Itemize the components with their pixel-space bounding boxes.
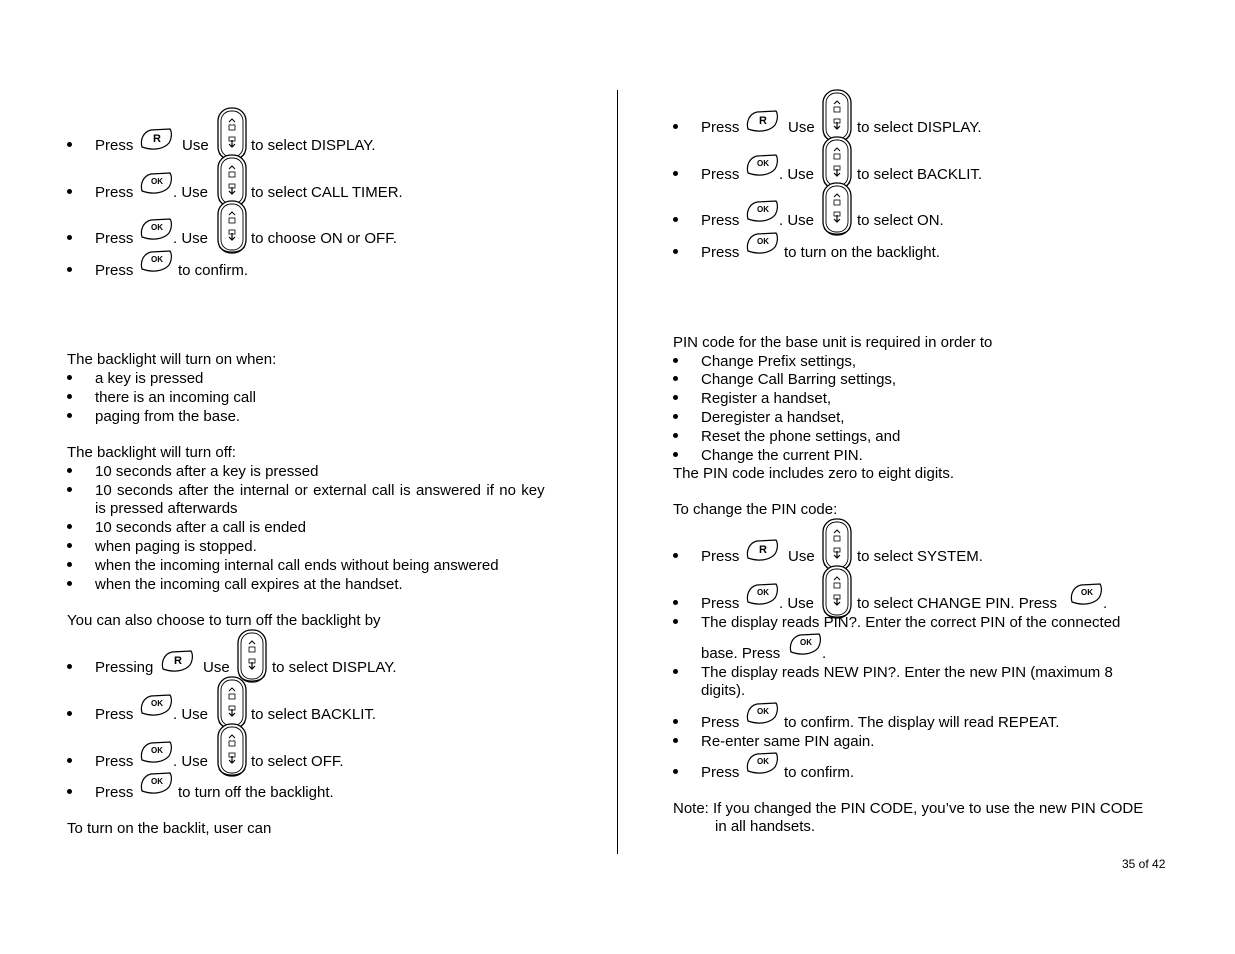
bullet (67, 468, 72, 473)
ok-key-icon (745, 752, 779, 776)
bullet (67, 487, 72, 492)
step-text: . (1103, 595, 1108, 612)
ok-key-icon (745, 583, 779, 607)
paragraph: The PIN code includes zero to eight digits. (673, 465, 954, 482)
paragraph: You can also choose to turn off the backlight by (67, 612, 381, 629)
list-item: Reset the phone settings, and (701, 428, 901, 445)
bullet (673, 719, 678, 724)
bullet (673, 358, 678, 363)
step-text: Press (701, 595, 740, 612)
navigation-key-icon (215, 723, 249, 779)
step-text: Press (701, 548, 740, 565)
step-text: digits). (701, 682, 746, 699)
bullet (673, 171, 678, 176)
list-item: when the incoming internal call ends without being answered (95, 557, 499, 574)
list-item: a key is pressed (95, 370, 204, 387)
ok-key-icon (745, 154, 779, 178)
list-item: Change Prefix settings, (701, 353, 857, 370)
bullet (67, 711, 72, 716)
step-text: Press (95, 784, 134, 801)
ok-key-icon (1069, 583, 1103, 607)
step-text: Press (701, 119, 740, 136)
step-text: . Use (779, 595, 815, 612)
step-text: to select ON. (857, 212, 944, 229)
bullet (67, 142, 72, 147)
list-item: 10 seconds after a call is ended (95, 519, 306, 536)
list-item: Change the current PIN. (701, 447, 863, 464)
list-item: Change Call Barring settings, (701, 371, 897, 388)
step-text: to turn off the backlight. (178, 784, 334, 801)
step-text: to select CHANGE PIN. Press (857, 595, 1058, 612)
ok-key-icon (139, 218, 173, 242)
step-text: . Use (173, 753, 209, 770)
step-text: Press (701, 212, 740, 229)
r-key-icon (745, 539, 779, 563)
paragraph: To turn on the backlit, user can (67, 820, 272, 837)
ok-key-icon (745, 702, 779, 726)
step-text: Press (95, 184, 134, 201)
column-divider (617, 90, 618, 854)
list-item: Register a handset, (701, 390, 832, 407)
step-text: to select BACKLIT. (857, 166, 983, 183)
bullet (673, 249, 678, 254)
ok-key-icon (745, 200, 779, 224)
navigation-key-icon (820, 182, 854, 238)
step-text: Press (95, 753, 134, 770)
navigation-key-icon (215, 200, 249, 256)
list-item: 10 seconds after the internal or external call is answered if no key (95, 482, 545, 499)
ok-key-icon (788, 633, 822, 657)
step-text: Press (701, 166, 740, 183)
step-text: Press (95, 262, 134, 279)
navigation-key-icon (820, 565, 854, 621)
list-item: paging from the base. (95, 408, 241, 425)
step-text: to select SYSTEM. (857, 548, 983, 565)
paragraph: PIN code for the base unit is required in order to (673, 334, 993, 351)
bullet (67, 543, 72, 548)
bullet (67, 524, 72, 529)
bullet (67, 664, 72, 669)
bullet (67, 189, 72, 194)
step-text: base. Press (701, 645, 781, 662)
r-key-icon (139, 128, 173, 152)
step-text: Use (788, 119, 815, 136)
paragraph: To change the PIN code: (673, 501, 838, 518)
bullet (673, 217, 678, 222)
bullet (673, 452, 678, 457)
step-text: Use (203, 659, 230, 676)
step-text: to select BACKLIT. (251, 706, 377, 723)
list-item: there is an incoming call (95, 389, 256, 406)
step-text: to confirm. The display will read REPEAT. (784, 714, 1060, 731)
step-text: The display reads NEW PIN?. Enter the new PIN (maximum 8 (701, 664, 1113, 681)
step-text: Press (95, 706, 134, 723)
step-text: to select DISPLAY. (272, 659, 397, 676)
ok-key-icon (139, 772, 173, 796)
step-text: Press (701, 244, 740, 261)
step-text: . Use (779, 212, 815, 229)
step-text: The display reads PIN?. Enter the correct PIN of the connected (701, 614, 1121, 631)
ok-key-icon (139, 172, 173, 196)
step-text: to turn on the backlight. (784, 244, 940, 261)
step-text: to select OFF. (251, 753, 344, 770)
bullet (673, 669, 678, 674)
step-text: Use (788, 548, 815, 565)
step-text: Use (182, 137, 209, 154)
step-text: Pressing (95, 659, 154, 676)
step-text: . (822, 645, 827, 662)
list-item: when paging is stopped. (95, 538, 257, 555)
bullet (673, 738, 678, 743)
list-item: Deregister a handset, (701, 409, 845, 426)
step-text: . Use (173, 184, 209, 201)
ok-key-icon (139, 250, 173, 274)
note: in all handsets. (715, 818, 816, 835)
note: Note: If you changed the PIN CODE, you’ve to use the new PIN CODE (673, 800, 1144, 817)
bullet (673, 600, 678, 605)
step-text: to confirm. (178, 262, 249, 279)
bullet (67, 581, 72, 586)
step-text: Press (95, 137, 134, 154)
bullet (67, 789, 72, 794)
bullet (673, 619, 678, 624)
step-text: Press (701, 764, 740, 781)
step-text: . Use (173, 706, 209, 723)
step-text: Re-enter same PIN again. (701, 733, 875, 750)
paragraph: The backlight will turn on when: (67, 351, 277, 368)
step-text: . Use (779, 166, 815, 183)
bullet (673, 395, 678, 400)
list-item: 10 seconds after a key is pressed (95, 463, 319, 480)
r-key-icon (745, 110, 779, 134)
step-text: to select CALL TIMER. (251, 184, 403, 201)
ok-key-icon (745, 232, 779, 256)
step-text: to select DISPLAY. (251, 137, 376, 154)
bullet (67, 394, 72, 399)
bullet (67, 267, 72, 272)
paragraph: The backlight will turn off: (67, 444, 236, 461)
page-number: 35 of 42 (1122, 857, 1166, 871)
bullet (67, 375, 72, 380)
step-text: Press (95, 230, 134, 247)
r-key-icon (160, 650, 194, 674)
step-text: . Use (173, 230, 209, 247)
ok-key-icon (139, 694, 173, 718)
bullet (673, 124, 678, 129)
bullet (67, 758, 72, 763)
bullet (67, 562, 72, 567)
list-item: when the incoming call expires at the handset. (95, 576, 403, 593)
bullet (673, 553, 678, 558)
list-item: is pressed afterwards (95, 500, 238, 517)
step-text: Press (701, 714, 740, 731)
bullet (67, 235, 72, 240)
step-text: to select DISPLAY. (857, 119, 982, 136)
ok-key-icon (139, 741, 173, 765)
bullet (67, 413, 72, 418)
step-text: to choose ON or OFF. (251, 230, 397, 247)
step-text: to confirm. (784, 764, 855, 781)
bullet (673, 433, 678, 438)
bullet (673, 376, 678, 381)
bullet (673, 769, 678, 774)
bullet (673, 414, 678, 419)
